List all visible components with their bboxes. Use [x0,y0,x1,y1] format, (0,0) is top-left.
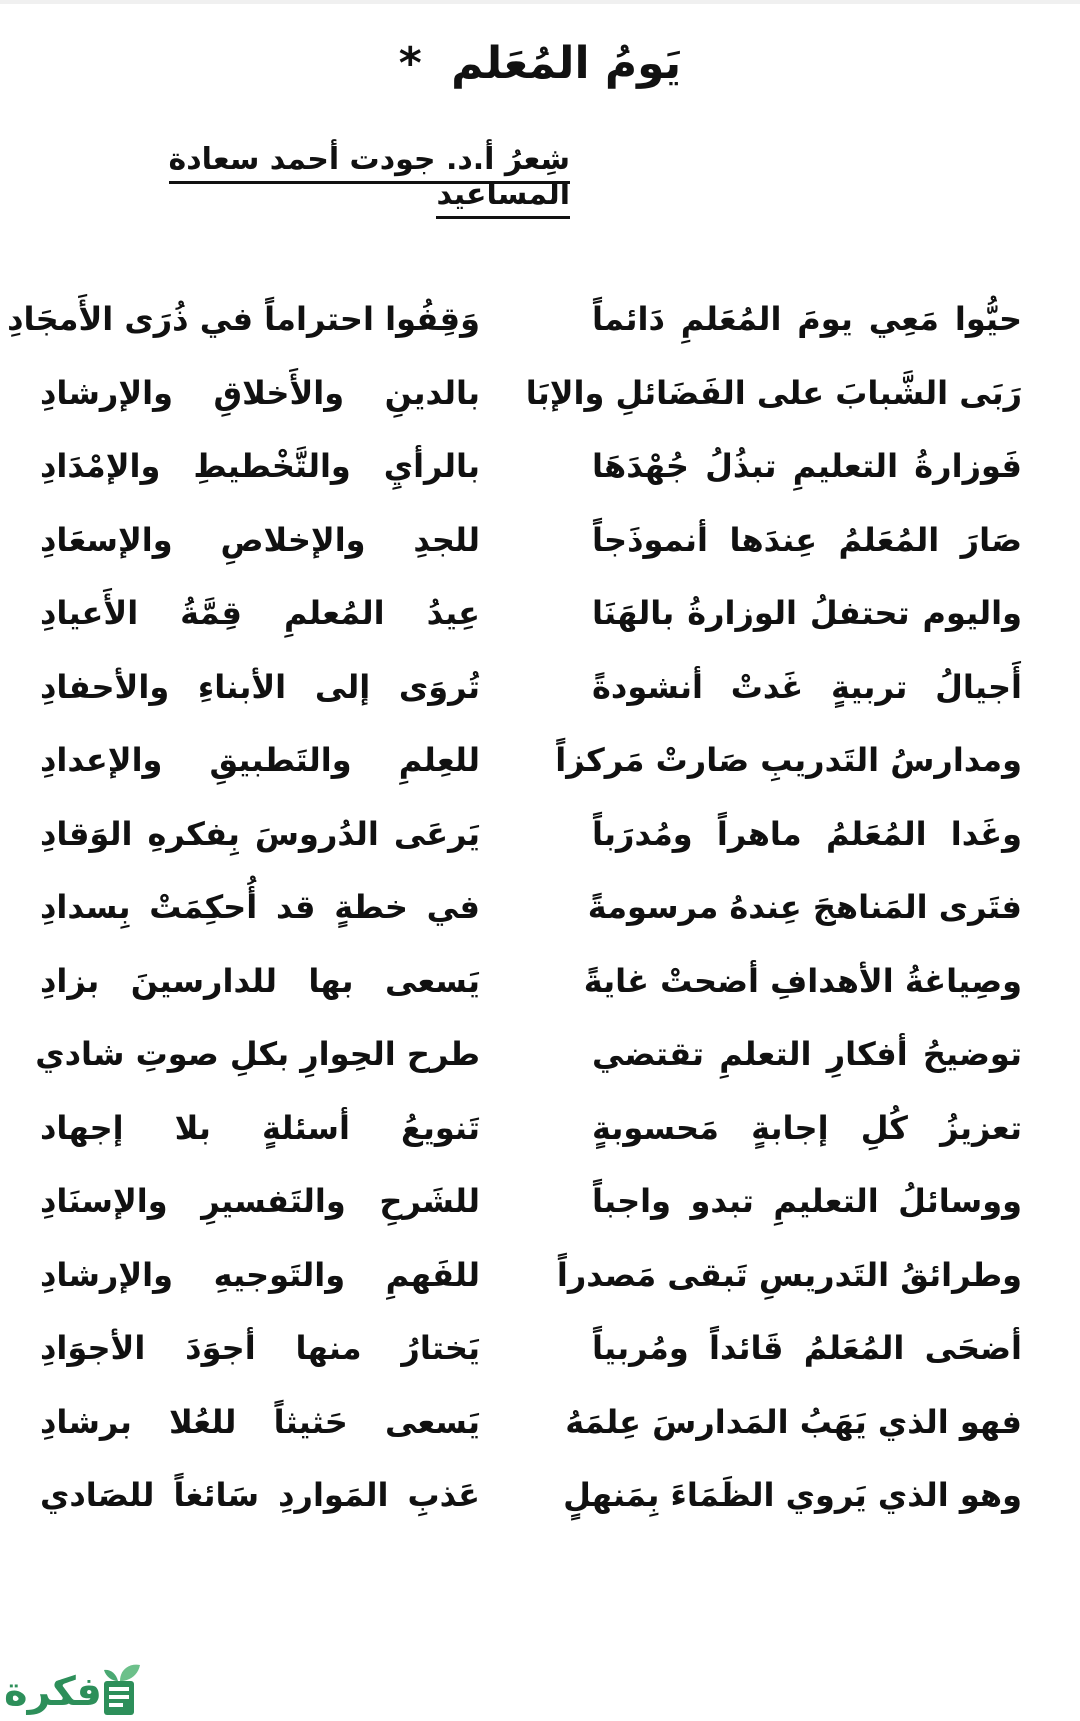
verse-first-hemistich: توضيحُ أفكارِ التعلمِ تقتضي [592,1035,1022,1073]
verse-first-hemistich: فتَرى المَناهجَ عِندهُ مرسومةً [587,888,1022,926]
verse-first-hemistich: ومدارسُ التَدريبِ صَارتْ مَركزاً [555,741,1022,779]
verse-second-hemistich: تُروَى إلى الأبناءِ والأحفادِ [40,667,480,706]
verse-first-hemistich: تعزيزُ كُلِ إجابةٍ مَحسوبةٍ [592,1108,1022,1147]
verse-second-hemistich: في خطةٍ قد أُحكِمَتْ بِسدادِ [40,888,480,926]
verse-first-hemistich: ووسائلُ التعليمِ تبدو واجباً [592,1182,1022,1220]
verse-first-hemistich: أضحَى المُعَلمُ قَائداً ومُربياً [592,1329,1022,1367]
verse-first-hemistich: فَوزارةُ التعليمِ تبذُلُ جُهْدَهَا [592,447,1022,485]
poem-title-text: يَومُ المُعَلم [451,38,682,89]
verse-line [0,300,1080,360]
verse-line [0,962,1080,1022]
verse-second-hemistich: للعِلمِ والتَطبيقِ والإعدادِ [40,741,480,779]
poem-title [0,38,1080,89]
verse-second-hemistich: للجدِ والإخلاصِ والإسعَادِ [40,520,480,559]
verse-line [0,374,1080,434]
verse-line [0,815,1080,875]
verse-line [0,1476,1080,1536]
verse-first-hemistich: وغَدا المُعَلمُ ماهراً ومُدرَباً [592,814,1022,853]
verse-second-hemistich: بالرأيِ والتَّخْطيطِ والإمْدَادِ [40,447,480,485]
verse-first-hemistich: أَجيالُ تربيةٍ غَدتْ أنشودةً [592,667,1022,706]
verse-line [0,1329,1080,1389]
verse-first-hemistich: وهو الذي يَروي الظَمَاءَ بِمَنهلٍ [563,1476,1022,1514]
verse-second-hemistich: طرح الحِوارِ بكلِ صوتِ شادي [35,1035,480,1073]
poet-byline [30,142,570,212]
verse-line [0,668,1080,728]
verse-line [0,888,1080,948]
verse-line [0,521,1080,581]
verse-line [0,1403,1080,1463]
verse-first-hemistich: وطرائقُ التَدريسِ تَبقى مَصدراً [556,1255,1022,1294]
verse-line [0,594,1080,654]
verse-second-hemistich: يَرعَى الدُروسَ بِفكرهِ الوَقادِ [40,814,480,853]
verse-line [0,741,1080,801]
verse-first-hemistich: واليوم تحتفلُ الوزارةُ بالهَنَا [592,594,1022,632]
verse-second-hemistich: يَختارُ منها أجوَدَ الأجوَادِ [40,1329,480,1367]
verse-second-hemistich: وَقِفُوا احتراماً في ذُرَى الأَمجَادِ [7,300,480,338]
top-border [0,0,1080,4]
verse-second-hemistich: عَذبِ المَواردِ سَائغاً للصَادي [40,1476,480,1514]
title-footnote-mark: * [398,38,422,89]
verse-second-hemistich: تَنويعُ أسئلةٍ بلا إجهاد [40,1108,480,1147]
verse-line [0,447,1080,507]
verse-line [0,1035,1080,1095]
book-leaf-icon [100,1661,144,1717]
verse-line [0,1182,1080,1242]
verse-first-hemistich: فهو الذي يَهَبُ المَدارسَ عِلمَهُ [565,1402,1022,1441]
verse-first-hemistich: وصِياغةُ الأهدافِ أضحتْ غايةً [583,961,1022,1000]
verse-first-hemistich: صَارَ المُعَلمُ عِندَها أنموذَجاً [592,520,1022,559]
poet-byline-text: شِعرُ أ.د. جودت أحمد سعادة المساعيد [169,142,570,219]
verse-line [0,1109,1080,1169]
verse-second-hemistich: يَسعى بها للدارسينَ بزادِ [40,961,480,1000]
verse-second-hemistich: بالدينِ والأَخلاقِ والإرشادِ [40,373,480,412]
site-logo [0,1659,160,1721]
logo-text: فكرة [4,1669,102,1715]
verse-first-hemistich: حيُّوا مَعِي يومَ المُعَلمِ دَائماً [592,300,1022,338]
verse-first-hemistich: رَبَى الشَّبابَ على الفَضَائلِ والإبَا [525,373,1022,412]
verse-line [0,1256,1080,1316]
verse-second-hemistich: للفَهمِ والتَوجيهِ والإرشادِ [40,1255,480,1294]
verse-second-hemistich: يَسعى حَثيثاً للعُلا برشادِ [40,1402,480,1441]
verse-second-hemistich: عِيدُ المُعلمِ قِمَّةُ الأَعيادِ [40,594,480,632]
verse-second-hemistich: للشَرحِ والتَفسيرِ والإسنَادِ [40,1182,480,1220]
